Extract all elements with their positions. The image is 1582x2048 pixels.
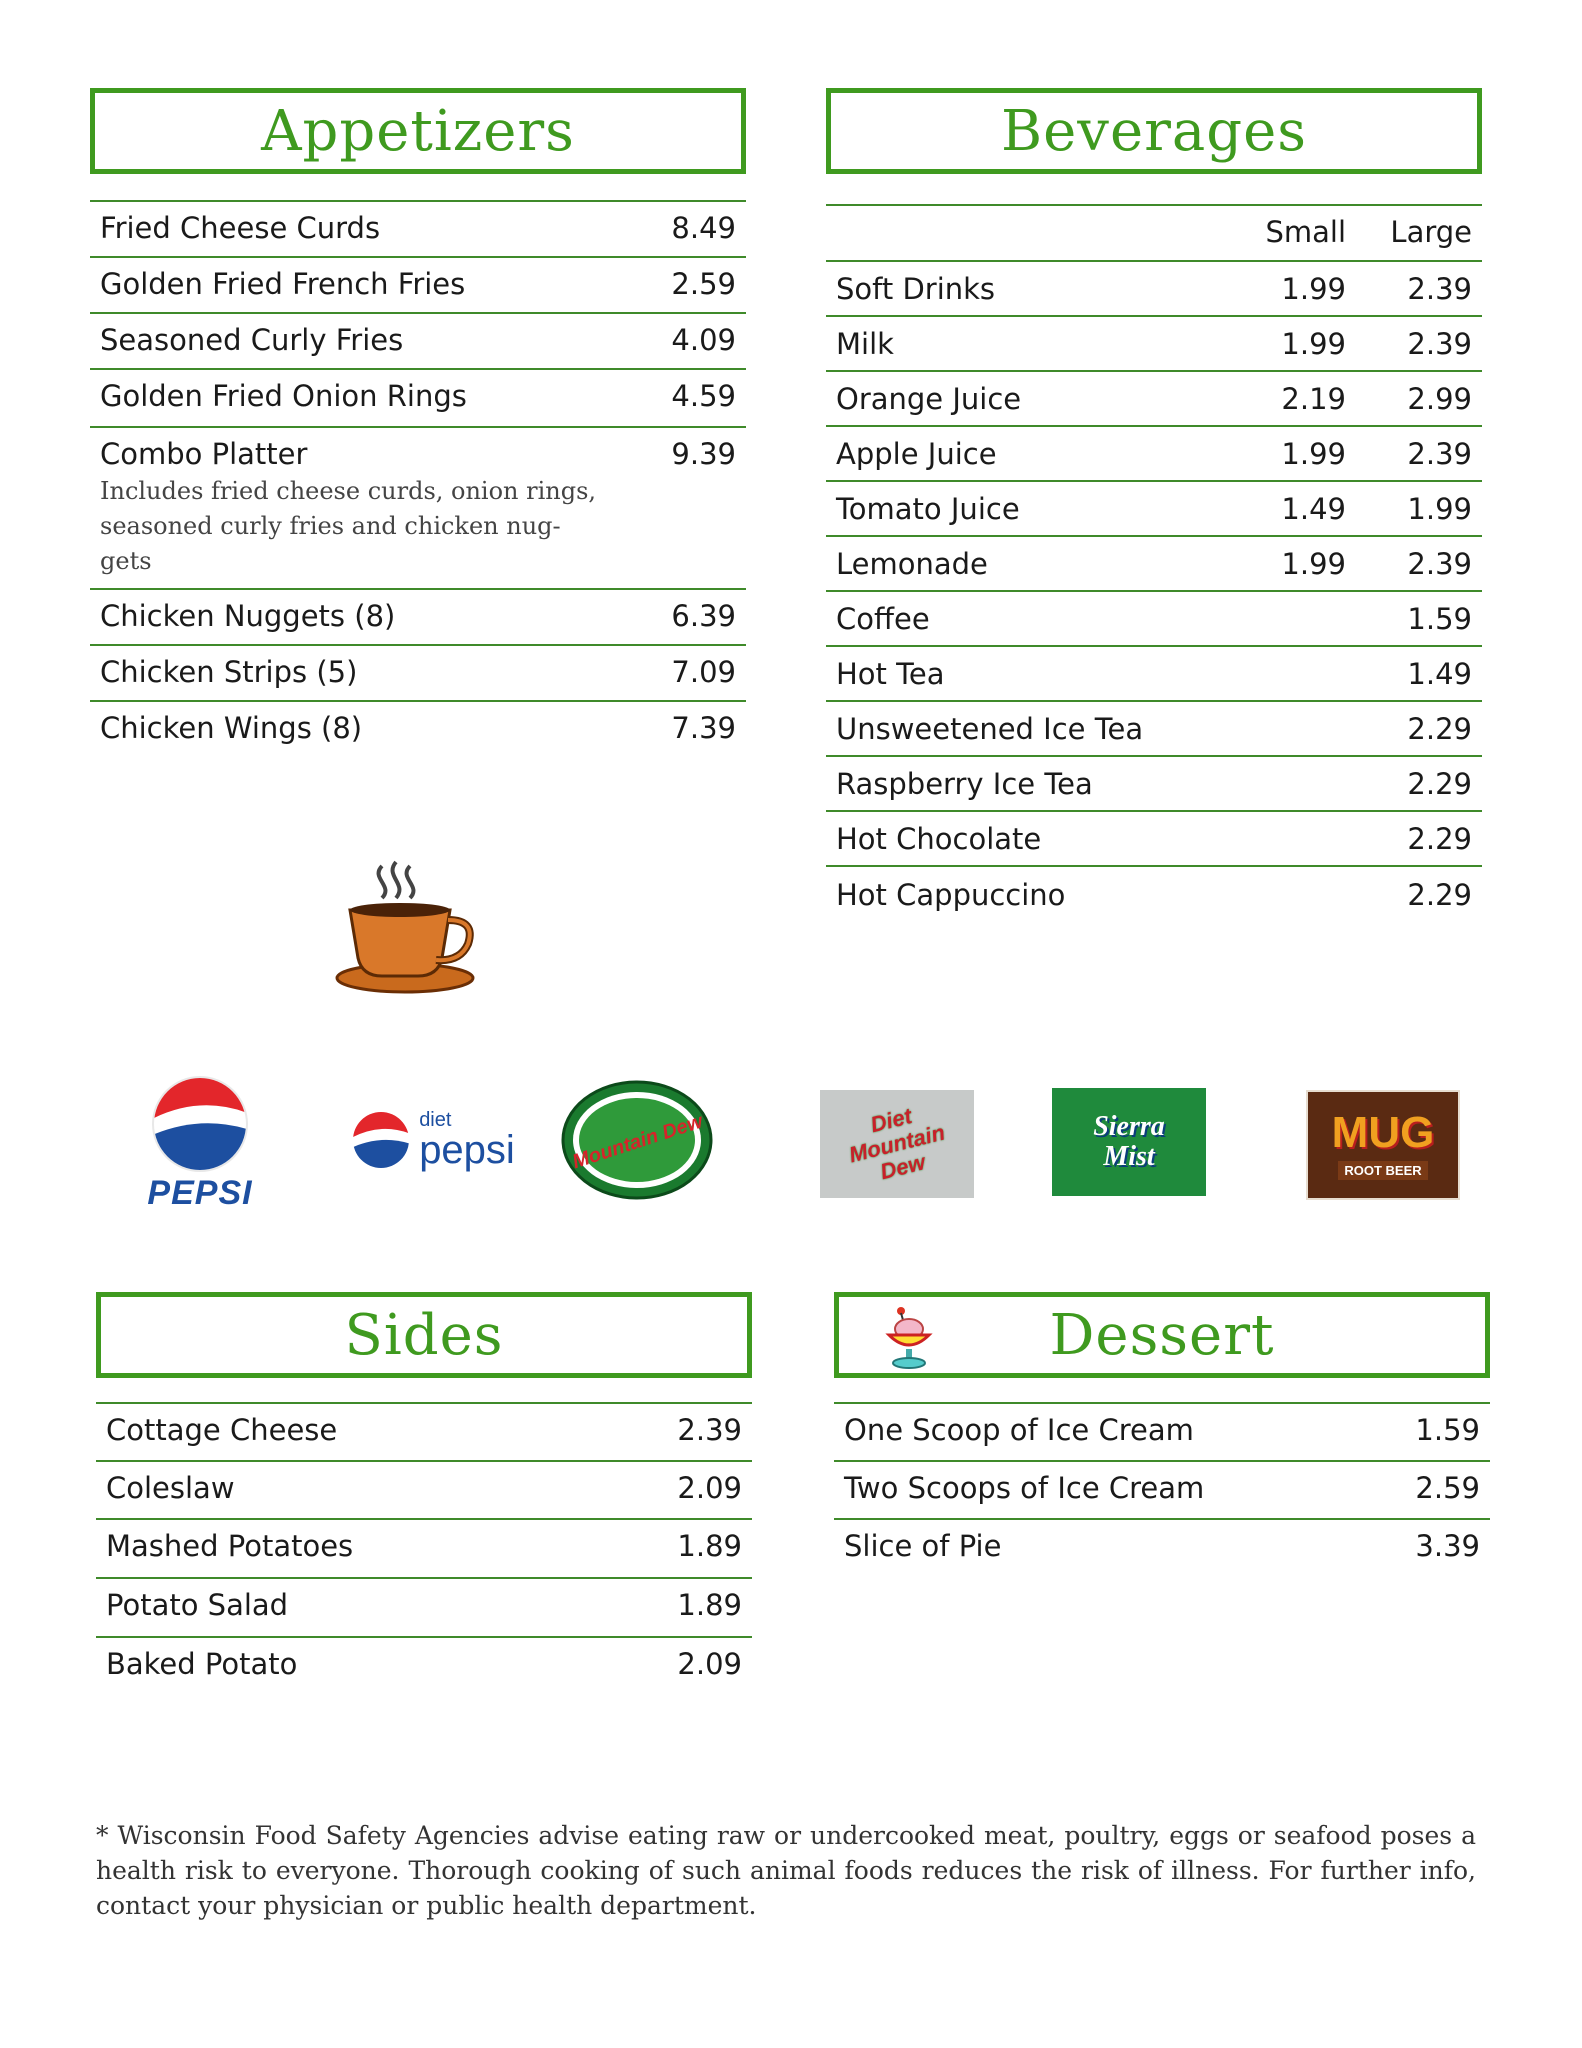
menu-item (90, 314, 746, 370)
mountain-dew-wordmark: Mountain Dew (569, 1110, 706, 1174)
price-small: 2.19 (1281, 381, 1346, 416)
menu-item-combo (90, 428, 746, 590)
dessert-title-box (834, 1292, 1490, 1378)
appetizers-title: Appetizers (261, 98, 575, 164)
item-name: Two Scoops of Ice Cream (844, 1471, 1205, 1505)
item-price: 1.59 (1415, 1413, 1480, 1447)
menu-item (826, 537, 1482, 592)
item-name: Chicken Strips (5) (100, 655, 358, 689)
beverages-title-box (826, 88, 1482, 174)
item-price: 7.09 (671, 655, 736, 689)
sierra-mist-logo (1052, 1088, 1206, 1196)
item-price: 2.59 (671, 267, 736, 301)
item-price: 2.39 (677, 1413, 742, 1447)
item-price: 9.39 (671, 437, 736, 471)
price-large: 2.29 (1407, 821, 1472, 856)
item-name: Hot Chocolate (836, 821, 1042, 856)
item-name: Coleslaw (106, 1471, 235, 1505)
menu-item (826, 262, 1482, 317)
item-name: Orange Juice (836, 381, 1022, 416)
price-large: 1.59 (1407, 601, 1472, 636)
dessert-title: Dessert (1049, 1302, 1275, 1368)
item-name: Chicken Wings (8) (100, 711, 363, 745)
diet-pepsi-logo (338, 1100, 528, 1180)
price-large: 2.39 (1407, 271, 1472, 306)
price-large: 2.29 (1407, 766, 1472, 801)
price-large: 2.39 (1407, 436, 1472, 471)
item-price: 7.39 (671, 711, 736, 745)
item-price: 2.09 (677, 1471, 742, 1505)
price-small: 1.99 (1281, 271, 1346, 306)
mug-root-beer-logo (1306, 1090, 1460, 1200)
price-small: 1.99 (1281, 326, 1346, 361)
item-name: Baked Potato (106, 1647, 298, 1681)
item-name: Slice of Pie (844, 1529, 1002, 1563)
item-description: Includes fried cheese curds, onion rings, seasoned curly fries and chicken nug-gets (100, 477, 597, 575)
menu-item (826, 592, 1482, 647)
menu-item (90, 370, 746, 428)
appetizers-title-box (90, 88, 746, 174)
menu-item (826, 757, 1482, 812)
appetizers-list (90, 200, 746, 758)
pepsi-label: pepsi (419, 1128, 515, 1172)
item-name: Raspberry Ice Tea (836, 766, 1093, 801)
price-large: 2.29 (1407, 711, 1472, 746)
price-large: 1.49 (1407, 656, 1472, 691)
menu-item (90, 702, 746, 758)
item-name: Milk (836, 326, 894, 361)
menu-item (834, 1520, 1490, 1578)
diet-mountain-dew-wordmark: Diet Mountain Dew (846, 1103, 948, 1185)
item-name: Cottage Cheese (106, 1413, 338, 1447)
menu-item (96, 1520, 752, 1579)
sundae-icon (879, 1305, 939, 1375)
menu-item (90, 590, 746, 646)
item-price: 1.89 (677, 1588, 742, 1622)
dessert-section (834, 1292, 1490, 1578)
menu-item (90, 258, 746, 314)
menu-item (96, 1579, 752, 1638)
combo-text (100, 434, 600, 579)
menu-item (834, 1462, 1490, 1520)
menu-item (826, 427, 1482, 482)
col-large: Large (1390, 215, 1472, 249)
item-name: Fried Cheese Curds (100, 211, 381, 245)
item-name: Mashed Potatoes (106, 1529, 354, 1563)
item-name: Soft Drinks (836, 271, 996, 306)
item-name: One Scoop of Ice Cream (844, 1413, 1194, 1447)
item-name: Hot Tea (836, 656, 945, 691)
beverages-title: Beverages (1001, 98, 1307, 164)
item-price: 4.59 (671, 379, 736, 413)
price-large: 2.29 (1407, 877, 1472, 912)
price-small: 1.49 (1281, 491, 1346, 526)
price-large: 2.39 (1407, 326, 1472, 361)
price-small: 1.99 (1281, 546, 1346, 581)
item-price: 1.89 (677, 1529, 742, 1563)
sides-section (96, 1292, 752, 1696)
item-name: Tomato Juice (836, 491, 1020, 526)
item-name: Golden Fried French Fries (100, 267, 466, 301)
item-name: Unsweetened Ice Tea (836, 711, 1144, 746)
dessert-list (834, 1402, 1490, 1578)
menu-item (826, 702, 1482, 757)
item-name: Chicken Nuggets (8) (100, 599, 396, 633)
health-advisory-footnote: * Wisconsin Food Safety Agencies advise eating raw or undercooked meat, poultry, eggs or seafood poses a health risk to everyone. Thorough cooking of such animal foods reduces the risk of illness. For further info, contact your physician or public health department. (96, 1821, 1476, 1920)
menu-item (826, 647, 1482, 702)
item-price: 2.59 (1415, 1471, 1480, 1505)
mountain-dew-logo (560, 1078, 714, 1202)
menu-item (834, 1404, 1490, 1462)
sides-title-box (96, 1292, 752, 1378)
diet-pepsi-text (419, 1110, 515, 1170)
coffee-cup-icon (330, 858, 480, 998)
item-name: Apple Juice (836, 436, 997, 471)
col-small: Small (1265, 215, 1346, 249)
price-small: 1.99 (1281, 436, 1346, 471)
diet-label: diet (419, 1109, 452, 1131)
pepsi-globe-icon (150, 1074, 250, 1174)
menu-item (90, 646, 746, 702)
item-name: Lemonade (836, 546, 988, 581)
mug-subtitle: ROOT BEER (1338, 1161, 1427, 1180)
menu-item (826, 317, 1482, 372)
sierra-mist-wordmark: Sierra Mist (1093, 1111, 1165, 1172)
item-price: 4.09 (671, 323, 736, 357)
menu-item (826, 482, 1482, 537)
menu-item (96, 1462, 752, 1520)
appetizers-section (90, 88, 746, 758)
item-price: 3.39 (1415, 1529, 1480, 1563)
item-name: Seasoned Curly Fries (100, 323, 404, 357)
item-name: Potato Salad (106, 1588, 289, 1622)
sides-list (96, 1402, 752, 1696)
item-name: Golden Fried Onion Rings (100, 379, 467, 413)
menu-item (826, 372, 1482, 427)
menu-item (96, 1638, 752, 1696)
item-price: 2.09 (677, 1647, 742, 1681)
menu-item (826, 867, 1482, 922)
item-name: Coffee (836, 601, 930, 636)
price-large: 1.99 (1407, 491, 1472, 526)
pepsi-wordmark: PEPSI (147, 1173, 253, 1212)
beverages-column-headers (826, 206, 1482, 262)
diet-mountain-dew-logo (820, 1090, 974, 1198)
price-large: 2.39 (1407, 546, 1472, 581)
menu-item (90, 202, 746, 258)
pepsi-logo (120, 1068, 280, 1218)
item-name: Combo Platter (100, 437, 308, 471)
mug-wordmark: MUG (1331, 1107, 1435, 1157)
menu-item (826, 812, 1482, 867)
diet-pepsi-globe-icon (351, 1110, 411, 1170)
beverages-list (826, 204, 1482, 922)
sides-title: Sides (344, 1302, 504, 1368)
item-price: 8.49 (671, 211, 736, 245)
menu-item (96, 1404, 752, 1462)
price-large: 2.99 (1407, 381, 1472, 416)
item-name: Hot Cappuccino (836, 877, 1066, 912)
item-price: 6.39 (671, 599, 736, 633)
beverages-section (826, 88, 1482, 922)
